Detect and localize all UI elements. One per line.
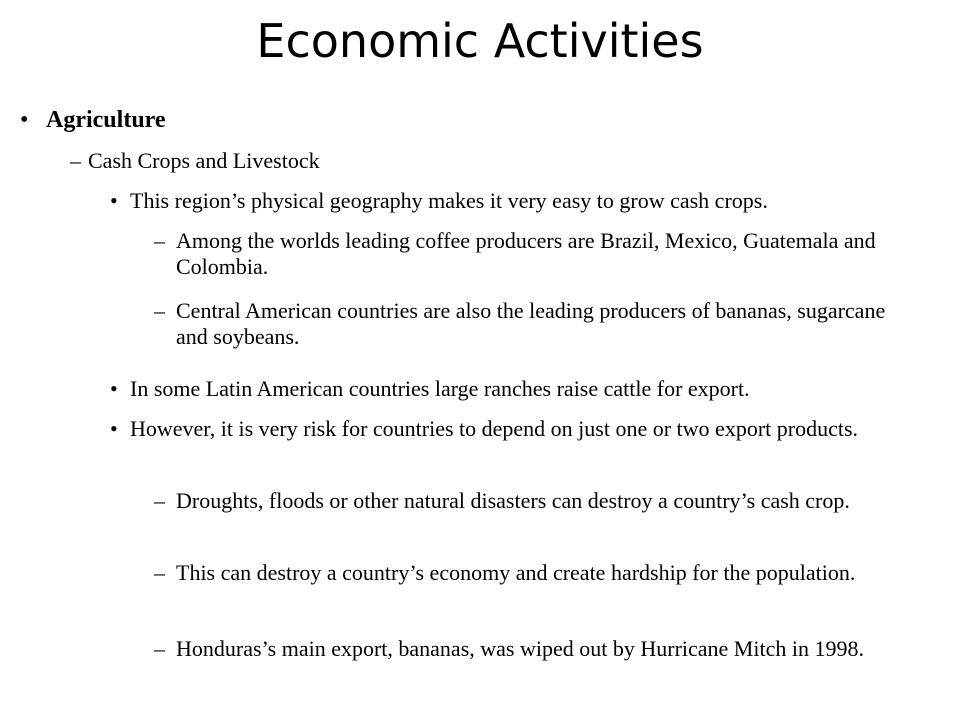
dash-marker: – xyxy=(70,148,81,173)
sub-bullet-central-american-producers xyxy=(154,298,916,350)
bullet-cattle-ranches xyxy=(110,376,948,402)
bullet-marker: • xyxy=(110,188,118,213)
bullet-marker: • xyxy=(110,376,118,401)
dash-marker: – xyxy=(154,488,165,513)
bullet-text: Among the worlds leading coffee producers are Brazil, Mexico, Guatemala and Colombia. xyxy=(176,228,876,279)
bullet-agriculture xyxy=(20,106,926,134)
dash-marker: – xyxy=(154,636,165,661)
bullet-text: Droughts, floods or other natural disasters can destroy a country’s cash crop. xyxy=(176,488,850,513)
bullet-text: In some Latin American countries large ranches raise cattle for export. xyxy=(130,376,750,401)
dash-marker: – xyxy=(154,228,165,253)
dash-marker: – xyxy=(154,560,165,585)
sub-bullet-cash-crops xyxy=(70,148,928,174)
sub-bullet-hurricane-mitch xyxy=(154,636,916,662)
bullet-text: Agriculture xyxy=(46,107,166,133)
bullet-text: This region’s physical geography makes it very easy to grow cash crops. xyxy=(130,188,768,213)
bullet-text: This can destroy a country’s economy and create hardship for the population. xyxy=(176,560,856,585)
bullet-text: Central American countries are also the leading producers of bananas, sugarcane and soybeans. xyxy=(176,298,886,349)
bullet-export-risk xyxy=(110,416,948,442)
dash-marker: – xyxy=(154,298,165,323)
sub-bullet-coffee-producers xyxy=(154,228,916,280)
bullet-marker: • xyxy=(110,416,118,441)
sub-bullet-economy-hardship xyxy=(154,560,916,586)
bullet-marker: • xyxy=(20,107,29,133)
bullet-text: Cash Crops and Livestock xyxy=(88,148,320,173)
bullet-text: Honduras’s main export, bananas, was wiped out by Hurricane Mitch in 1998. xyxy=(176,636,864,661)
sub-bullet-natural-disasters xyxy=(154,488,916,514)
bullet-physical-geography xyxy=(110,188,948,214)
bullet-text: However, it is very risk for countries to depend on just one or two export products. xyxy=(130,416,859,441)
slide-title: Economic Activities xyxy=(256,14,704,68)
